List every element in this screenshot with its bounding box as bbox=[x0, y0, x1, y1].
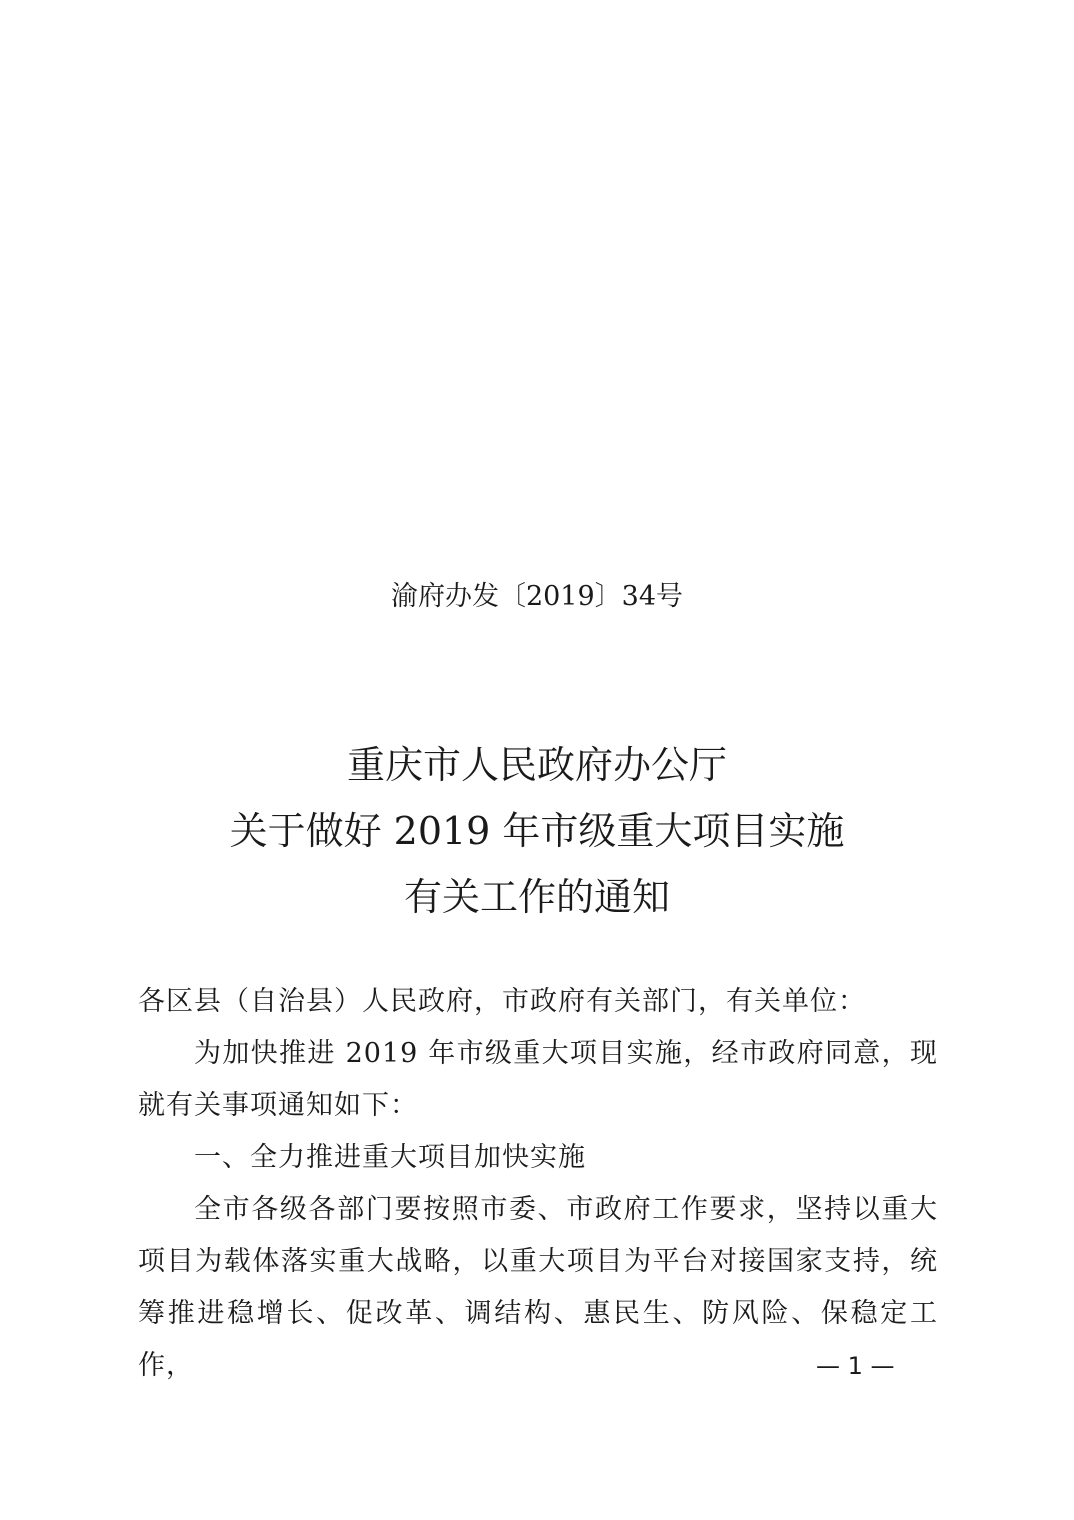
document-body bbox=[138, 976, 938, 1392]
page-number: — 1 — bbox=[816, 1352, 895, 1380]
title-line-1: 重庆市人民政府办公厅 bbox=[346, 743, 727, 787]
title-line-2: 关于做好 2019 年市级重大项目实施 bbox=[229, 809, 845, 853]
paragraph-section-1: 全市各级各部门要按照市委、市政府工作要求，坚持以重大项目为载体落实重大战略，以重大项目为平台对接国家支持，统筹推进稳增长、促改革、调结构、惠民生、防风险、保稳定工作， bbox=[138, 1194, 938, 1381]
title-line-3: 有关工作的通知 bbox=[403, 875, 670, 919]
section-heading-1: 一、全力推进重大项目加快实施 bbox=[194, 1142, 586, 1173]
document-number: 渝府办发〔2019〕34号 bbox=[390, 581, 684, 612]
document-title bbox=[0, 732, 1074, 930]
paragraph-intro: 为加快推进 2019 年市级重大项目实施，经市政府同意，现就有关事项通知如下： bbox=[138, 1038, 938, 1121]
salutation: 各区县（自治县）人民政府，市政府有关部门，有关单位： bbox=[138, 986, 866, 1017]
